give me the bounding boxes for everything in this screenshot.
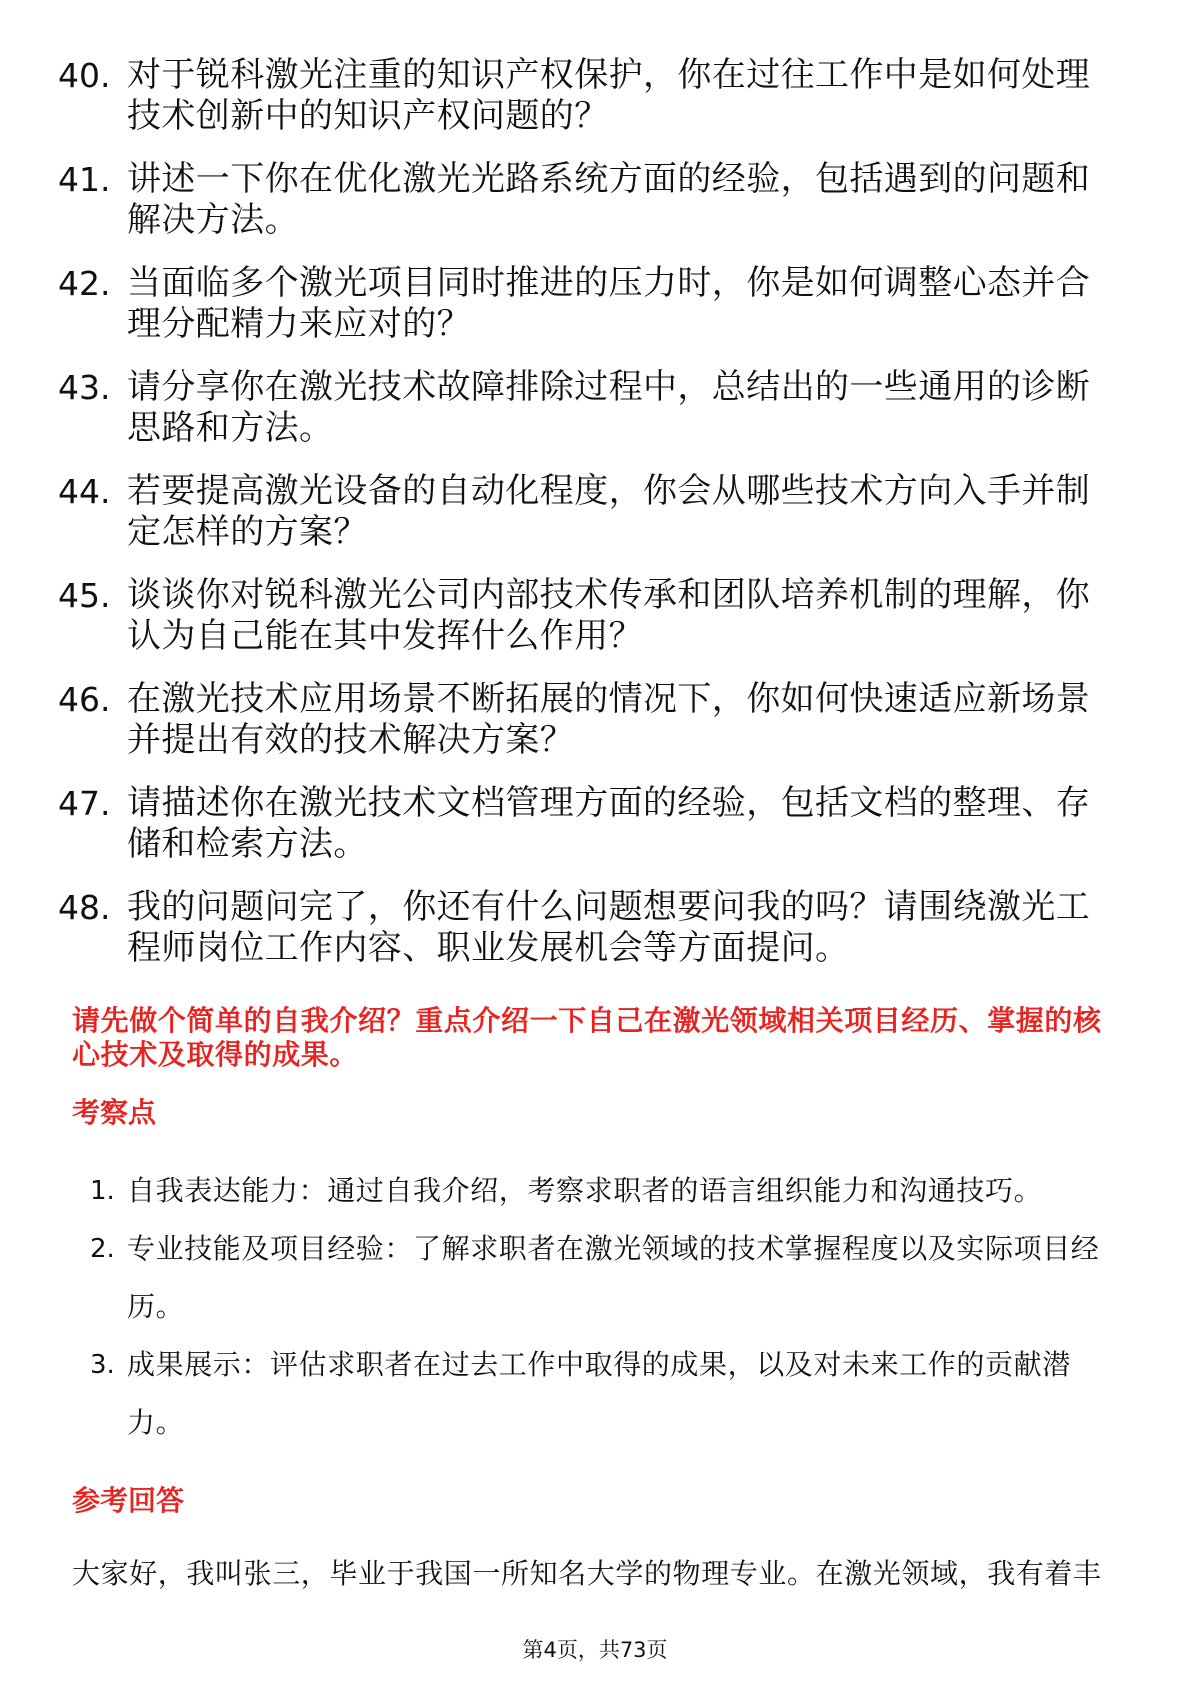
reference-answer-title: 参考回答 [72,1484,185,1517]
assessment-item [0,1220,1190,1278]
assessment-text-line: 专业技能及项目经验：了解求职者在激光领域的技术掌握程度以及实际项目经 [127,1232,1100,1265]
question-text-line: 我的问题问完了，你还有什么问题想要问我的吗？请围绕激光工 [127,887,1091,927]
assessment-text-line: 成果展示：评估求职者在过去工作中取得的成果，以及对未来工作的贡献潜 [127,1348,1071,1381]
question-item [0,575,1190,657]
question-number: 45. [58,576,111,615]
question-item [0,367,1190,449]
question-text-line: 程师岗位工作内容、职业发展机会等方面提问。 [127,928,850,968]
featured-question-line: 心技术及取得的成果。 [72,1038,359,1071]
assessment-number: 2. [90,1234,115,1264]
assessment-text-line: 力。 [127,1406,185,1439]
question-text-line: 请描述你在激光技术文档管理方面的经验，包括文档的整理、存 [127,783,1091,823]
question-text-line: 讲述一下你在优化激光光路系统方面的经验，包括遇到的问题和 [127,159,1091,199]
assessment-item-continuation [0,1278,1190,1336]
question-text-line: 储和检索方法。 [127,824,368,864]
assessment-text-line: 自我表达能力：通过自我介绍，考察求职者的语言组织能力和沟通技巧。 [127,1174,1043,1207]
question-text-line: 当面临多个激光项目同时推进的压力时，你是如何调整心态并合 [127,263,1091,303]
question-number: 44. [58,472,111,511]
question-item [0,783,1190,865]
question-text-line: 并提出有效的技术解决方案？ [127,720,575,760]
question-number: 41. [58,160,111,199]
question-text-line: 解决方法。 [127,200,299,240]
question-item [0,55,1190,137]
question-item [0,887,1190,969]
question-item [0,159,1190,241]
assessment-list [0,1162,1190,1452]
question-item [0,679,1190,761]
question-text-line: 在激光技术应用场景不断拓展的情况下，你如何快速适应新场景 [127,679,1091,719]
question-text-line: 对于锐科激光注重的知识产权保护，你在过往工作中是如何处理 [127,55,1091,95]
question-text-line: 认为自己能在其中发挥什么作用？ [127,616,643,656]
question-text-line: 理分配精力来应对的？ [127,304,471,344]
assessment-item-continuation [0,1394,1190,1452]
question-text-line: 若要提高激光设备的自动化程度，你会从哪些技术方向入手并制 [127,471,1091,511]
question-text-line: 请分享你在激光技术故障排除过程中，总结出的一些通用的诊断 [127,367,1091,407]
assessment-title: 考察点 [72,1096,157,1129]
page-footer: 第4页，共73页 [522,1638,668,1662]
question-text-line: 思路和方法。 [127,408,334,448]
assessment-item [0,1162,1190,1220]
question-number: 47. [58,784,111,823]
question-text-line: 谈谈你对锐科激光公司内部技术传承和团队培养机制的理解，你 [127,575,1091,615]
assessment-item [0,1336,1190,1394]
assessment-number: 1. [90,1176,115,1206]
reference-answer-text: 大家好，我叫张三，毕业于我国一所知名大学的物理专业。在激光领域，我有着丰 [72,1557,1102,1590]
question-number: 42. [58,264,111,303]
question-item [0,263,1190,345]
assessment-text-line: 历。 [127,1290,185,1323]
featured-question-heading [72,1004,1102,1072]
question-number: 46. [58,680,111,719]
question-number: 40. [58,56,111,95]
question-number: 43. [58,368,111,407]
question-text-line: 技术创新中的知识产权问题的？ [127,96,609,136]
question-number: 48. [58,888,111,927]
featured-question-line: 请先做个简单的自我介绍？重点介绍一下自己在激光领域相关项目经历、掌握的核 [72,1004,1102,1037]
question-item [0,471,1190,553]
assessment-number: 3. [90,1350,115,1380]
question-list [0,55,1190,969]
question-text-line: 定怎样的方案？ [127,512,368,552]
